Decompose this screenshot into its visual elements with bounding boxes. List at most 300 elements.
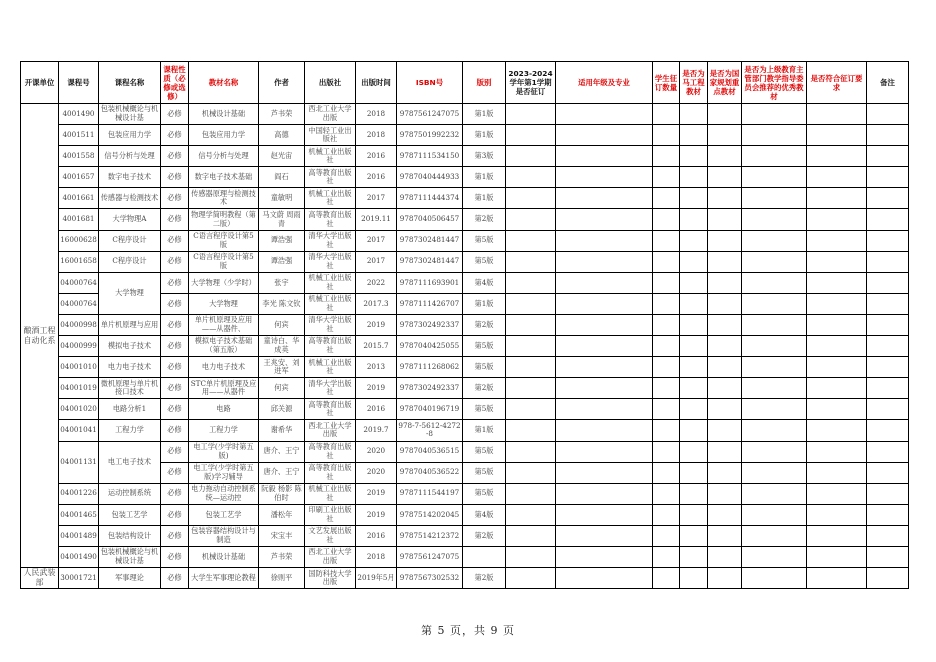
edition-cell: 第5版 xyxy=(463,441,506,462)
edition-cell: 第4版 xyxy=(463,504,506,525)
isbn-cell: 9787040444933 xyxy=(397,167,463,188)
course-name-cell: 微机原理与单片机接口技术 xyxy=(99,378,161,399)
entry-cell[interactable] xyxy=(653,357,680,378)
entry-cell[interactable] xyxy=(708,441,742,462)
entry-cell[interactable] xyxy=(680,167,708,188)
isbn-cell: 9787111544197 xyxy=(397,483,463,504)
entry-cell[interactable] xyxy=(506,483,556,504)
entry-cell[interactable] xyxy=(867,568,909,589)
publisher-cell: 高等教育出版社 xyxy=(305,462,356,483)
entry-cell[interactable] xyxy=(680,357,708,378)
entry-cell[interactable] xyxy=(653,420,680,441)
course-code-cell: 04001041 xyxy=(59,420,99,441)
textbook-cell: 电工学(少学时第五版) xyxy=(189,441,259,462)
entry-cell[interactable] xyxy=(708,357,742,378)
entry-cell[interactable] xyxy=(742,125,807,146)
entry-cell[interactable] xyxy=(680,272,708,293)
course-name-cell: 包装工艺学 xyxy=(99,504,161,525)
entry-cell[interactable] xyxy=(742,230,807,251)
type-cell: 必修 xyxy=(161,525,189,546)
course-code-cell: 04001020 xyxy=(59,399,99,420)
entry-cell[interactable] xyxy=(807,504,867,525)
entry-cell[interactable] xyxy=(506,420,556,441)
entry-cell[interactable] xyxy=(653,125,680,146)
edition-cell: 第5版 xyxy=(463,230,506,251)
entry-cell[interactable] xyxy=(506,125,556,146)
entry-cell[interactable] xyxy=(680,525,708,546)
entry-cell[interactable] xyxy=(708,188,742,209)
entry-cell[interactable] xyxy=(556,546,653,567)
entry-cell[interactable] xyxy=(807,314,867,335)
entry-cell[interactable] xyxy=(742,420,807,441)
textbook-cell: 机械设计基础 xyxy=(189,546,259,567)
entry-cell[interactable] xyxy=(867,336,909,357)
entry-cell[interactable] xyxy=(653,462,680,483)
entry-cell[interactable] xyxy=(867,230,909,251)
entry-cell[interactable] xyxy=(742,336,807,357)
entry-cell[interactable] xyxy=(653,399,680,420)
entry-cell[interactable] xyxy=(807,399,867,420)
column-header: 出版社 xyxy=(305,62,356,104)
course-name-cell: 单片机原理与应用 xyxy=(99,314,161,335)
entry-cell[interactable] xyxy=(653,104,680,125)
entry-cell[interactable] xyxy=(708,251,742,272)
entry-cell[interactable] xyxy=(708,230,742,251)
year-cell: 2019 xyxy=(356,504,397,525)
entry-cell[interactable] xyxy=(556,441,653,462)
entry-cell[interactable] xyxy=(867,314,909,335)
entry-cell[interactable] xyxy=(867,378,909,399)
author-cell: 芦书荣 xyxy=(259,546,305,567)
edition-cell: 第5版 xyxy=(463,399,506,420)
entry-cell[interactable] xyxy=(708,525,742,546)
year-cell: 2015.7 xyxy=(356,336,397,357)
entry-cell[interactable] xyxy=(807,251,867,272)
publisher-cell: 高等教育出版社 xyxy=(305,399,356,420)
entry-cell[interactable] xyxy=(653,293,680,314)
publisher-cell: 机械工业出版社 xyxy=(305,483,356,504)
entry-cell[interactable] xyxy=(653,230,680,251)
table-row xyxy=(21,378,909,399)
entry-cell[interactable] xyxy=(556,420,653,441)
edition-cell: 第5版 xyxy=(463,336,506,357)
entry-cell[interactable] xyxy=(653,272,680,293)
entry-cell[interactable] xyxy=(867,357,909,378)
type-cell: 必修 xyxy=(161,441,189,462)
entry-cell[interactable] xyxy=(653,167,680,188)
entry-cell[interactable] xyxy=(653,146,680,167)
entry-cell[interactable] xyxy=(680,188,708,209)
entry-cell[interactable] xyxy=(708,568,742,589)
entry-cell[interactable] xyxy=(867,399,909,420)
entry-cell[interactable] xyxy=(742,314,807,335)
type-cell: 必修 xyxy=(161,146,189,167)
year-cell: 2018 xyxy=(356,546,397,567)
entry-cell[interactable] xyxy=(653,483,680,504)
entry-cell[interactable] xyxy=(680,568,708,589)
entry-cell[interactable] xyxy=(653,441,680,462)
entry-cell[interactable] xyxy=(556,230,653,251)
entry-cell[interactable] xyxy=(708,293,742,314)
entry-cell[interactable] xyxy=(556,525,653,546)
course-name-cell: 数字电子技术 xyxy=(99,167,161,188)
author-cell: 童诗白、华成英 xyxy=(259,336,305,357)
course-code-cell: 4001558 xyxy=(59,146,99,167)
entry-cell[interactable] xyxy=(556,125,653,146)
entry-cell[interactable] xyxy=(867,546,909,567)
entry-cell[interactable] xyxy=(556,357,653,378)
year-cell: 2018 xyxy=(356,104,397,125)
entry-cell[interactable] xyxy=(807,230,867,251)
entry-cell[interactable] xyxy=(708,272,742,293)
author-cell: 唐介、王宁 xyxy=(259,462,305,483)
edition-cell: 第2版 xyxy=(463,568,506,589)
entry-cell[interactable] xyxy=(506,525,556,546)
entry-cell[interactable] xyxy=(708,378,742,399)
publisher-cell: 清华大学出版社 xyxy=(305,314,356,335)
entry-cell[interactable] xyxy=(506,251,556,272)
entry-cell[interactable] xyxy=(708,104,742,125)
entry-cell[interactable] xyxy=(556,314,653,335)
entry-cell[interactable] xyxy=(708,125,742,146)
entry-cell[interactable] xyxy=(807,336,867,357)
type-cell: 必修 xyxy=(161,462,189,483)
edition-cell: 第2版 xyxy=(463,525,506,546)
entry-cell[interactable] xyxy=(680,462,708,483)
column-header: 学生征订数量 xyxy=(653,62,680,104)
entry-cell[interactable] xyxy=(506,209,556,230)
entry-cell[interactable] xyxy=(708,420,742,441)
type-cell: 必修 xyxy=(161,188,189,209)
entry-cell[interactable] xyxy=(867,188,909,209)
publisher-cell: 印刷工业出版社 xyxy=(305,504,356,525)
entry-cell[interactable] xyxy=(506,272,556,293)
entry-cell[interactable] xyxy=(867,125,909,146)
entry-cell[interactable] xyxy=(653,568,680,589)
table-row xyxy=(21,146,909,167)
entry-cell[interactable] xyxy=(506,314,556,335)
textbook-cell: 工程力学 xyxy=(189,420,259,441)
course-name-cell: 传感器与检测技术 xyxy=(99,188,161,209)
entry-cell[interactable] xyxy=(867,525,909,546)
entry-cell[interactable] xyxy=(506,546,556,567)
textbook-cell: 电力拖动自动控制系统—运动控 xyxy=(189,483,259,504)
table-row xyxy=(21,125,909,146)
entry-cell[interactable] xyxy=(653,209,680,230)
entry-cell[interactable] xyxy=(807,546,867,567)
type-cell: 必修 xyxy=(161,125,189,146)
entry-cell[interactable] xyxy=(867,293,909,314)
publisher-cell: 高等教育出版社 xyxy=(305,336,356,357)
table-row xyxy=(21,399,909,420)
entry-cell[interactable] xyxy=(506,167,556,188)
entry-cell[interactable] xyxy=(742,146,807,167)
entry-cell[interactable] xyxy=(742,293,807,314)
entry-cell[interactable] xyxy=(807,525,867,546)
column-header: 版别 xyxy=(463,62,506,104)
column-header: 是否为上级教育主管部门教学指导委员会推荐的优秀教材 xyxy=(742,62,807,104)
entry-cell[interactable] xyxy=(867,420,909,441)
entry-cell[interactable] xyxy=(807,167,867,188)
entry-cell[interactable] xyxy=(742,462,807,483)
entry-cell[interactable] xyxy=(506,188,556,209)
entry-cell[interactable] xyxy=(742,209,807,230)
entry-cell[interactable] xyxy=(742,504,807,525)
entry-cell[interactable] xyxy=(680,125,708,146)
isbn-cell: 9787514202045 xyxy=(397,504,463,525)
entry-cell[interactable] xyxy=(680,546,708,567)
author-cell: 芦书荣 xyxy=(259,104,305,125)
entry-cell[interactable] xyxy=(742,441,807,462)
textbook-cell: 包装应用力学 xyxy=(189,125,259,146)
entry-cell[interactable] xyxy=(556,378,653,399)
edition-cell: 第1版 xyxy=(463,293,506,314)
author-cell: 邱关源 xyxy=(259,399,305,420)
entry-cell[interactable] xyxy=(680,314,708,335)
entry-cell[interactable] xyxy=(708,504,742,525)
entry-cell[interactable] xyxy=(556,146,653,167)
publisher-cell: 机械工业出版社 xyxy=(305,293,356,314)
entry-cell[interactable] xyxy=(556,167,653,188)
entry-cell[interactable] xyxy=(506,568,556,589)
entry-cell[interactable] xyxy=(807,357,867,378)
entry-cell[interactable] xyxy=(653,504,680,525)
entry-cell[interactable] xyxy=(742,525,807,546)
entry-cell[interactable] xyxy=(680,293,708,314)
isbn-cell: 9787302492337 xyxy=(397,314,463,335)
course-name-cell: 大学物理 xyxy=(99,272,161,314)
entry-cell[interactable] xyxy=(653,546,680,567)
entry-cell[interactable] xyxy=(653,251,680,272)
entry-cell[interactable] xyxy=(556,188,653,209)
entry-cell[interactable] xyxy=(680,209,708,230)
course-name-cell: 电工电子技术 xyxy=(99,441,161,483)
entry-cell[interactable] xyxy=(680,251,708,272)
isbn-cell: 9787561247075 xyxy=(397,104,463,125)
entry-cell[interactable] xyxy=(506,293,556,314)
entry-cell[interactable] xyxy=(742,378,807,399)
entry-cell[interactable] xyxy=(556,104,653,125)
entry-cell[interactable] xyxy=(680,146,708,167)
entry-cell[interactable] xyxy=(680,378,708,399)
entry-cell[interactable] xyxy=(556,209,653,230)
entry-cell[interactable] xyxy=(653,378,680,399)
entry-cell[interactable] xyxy=(680,399,708,420)
entry-cell[interactable] xyxy=(867,483,909,504)
isbn-cell: 9787514212372 xyxy=(397,525,463,546)
entry-cell[interactable] xyxy=(807,104,867,125)
type-cell: 必修 xyxy=(161,504,189,525)
textbook-cell: 电路 xyxy=(189,399,259,420)
column-header: 是否为国家规划重点教材 xyxy=(708,62,742,104)
textbook-cell: C语言程序设计第5版 xyxy=(189,251,259,272)
entry-cell[interactable] xyxy=(742,167,807,188)
entry-cell[interactable] xyxy=(807,568,867,589)
textbook-cell: 电工学(少学时第五版)学习辅导 xyxy=(189,462,259,483)
entry-cell[interactable] xyxy=(867,167,909,188)
entry-cell[interactable] xyxy=(742,546,807,567)
author-cell: 谭浩强 xyxy=(259,230,305,251)
table-row xyxy=(21,504,909,525)
entry-cell[interactable] xyxy=(556,568,653,589)
entry-cell[interactable] xyxy=(506,441,556,462)
type-cell: 必修 xyxy=(161,336,189,357)
entry-cell[interactable] xyxy=(556,462,653,483)
entry-cell[interactable] xyxy=(742,357,807,378)
publisher-cell: 西北工业大学出版 xyxy=(305,420,356,441)
publisher-cell: 西北工业大学出版 xyxy=(305,546,356,567)
author-cell: 宋宝丰 xyxy=(259,525,305,546)
entry-cell[interactable] xyxy=(807,378,867,399)
publisher-cell: 机械工业出版社 xyxy=(305,146,356,167)
year-cell: 2019.7 xyxy=(356,420,397,441)
entry-cell[interactable] xyxy=(867,251,909,272)
isbn-cell: 9787040536515 xyxy=(397,441,463,462)
course-code-cell: 16000628 xyxy=(59,230,99,251)
entry-cell[interactable] xyxy=(556,272,653,293)
course-code-cell: 4001657 xyxy=(59,167,99,188)
entry-cell[interactable] xyxy=(807,125,867,146)
entry-cell[interactable] xyxy=(506,104,556,125)
year-cell: 2016 xyxy=(356,146,397,167)
publisher-cell: 文艺发展出版社 xyxy=(305,525,356,546)
type-cell: 必修 xyxy=(161,104,189,125)
entry-cell[interactable] xyxy=(708,399,742,420)
edition-cell: 第1版 xyxy=(463,167,506,188)
type-cell: 必修 xyxy=(161,420,189,441)
entry-cell[interactable] xyxy=(506,146,556,167)
entry-cell[interactable] xyxy=(708,314,742,335)
entry-cell[interactable] xyxy=(708,336,742,357)
entry-cell[interactable] xyxy=(742,188,807,209)
entry-cell[interactable] xyxy=(708,167,742,188)
course-name-cell: 包装应用力学 xyxy=(99,125,161,146)
entry-cell[interactable] xyxy=(742,272,807,293)
isbn-cell: 9787111444374 xyxy=(397,188,463,209)
entry-cell[interactable] xyxy=(556,251,653,272)
entry-cell[interactable] xyxy=(807,146,867,167)
entry-cell[interactable] xyxy=(506,378,556,399)
author-cell: 童敏明 xyxy=(259,188,305,209)
entry-cell[interactable] xyxy=(867,504,909,525)
entry-cell[interactable] xyxy=(680,104,708,125)
column-header: 备注 xyxy=(867,62,909,104)
column-header: ISBN号 xyxy=(397,62,463,104)
course-code-cell: 30001721 xyxy=(59,568,99,589)
year-cell: 2017.3 xyxy=(356,293,397,314)
entry-cell[interactable] xyxy=(807,420,867,441)
column-header: 教材名称 xyxy=(189,62,259,104)
entry-cell[interactable] xyxy=(807,272,867,293)
edition-cell: 第5版 xyxy=(463,462,506,483)
entry-cell[interactable] xyxy=(506,357,556,378)
entry-cell[interactable] xyxy=(653,525,680,546)
entry-cell[interactable] xyxy=(556,483,653,504)
entry-cell[interactable] xyxy=(867,146,909,167)
entry-cell[interactable] xyxy=(708,483,742,504)
edition-cell: 第4版 xyxy=(463,272,506,293)
entry-cell[interactable] xyxy=(807,209,867,230)
type-cell: 必修 xyxy=(161,399,189,420)
entry-cell[interactable] xyxy=(506,336,556,357)
entry-cell[interactable] xyxy=(807,483,867,504)
entry-cell[interactable] xyxy=(506,504,556,525)
entry-cell[interactable] xyxy=(506,462,556,483)
entry-cell[interactable] xyxy=(867,462,909,483)
entry-cell[interactable] xyxy=(680,483,708,504)
entry-cell[interactable] xyxy=(556,293,653,314)
author-cell: 王兆安、刘进军 xyxy=(259,357,305,378)
entry-cell[interactable] xyxy=(742,568,807,589)
entry-cell[interactable] xyxy=(708,462,742,483)
entry-cell[interactable] xyxy=(680,441,708,462)
isbn-cell: 9787567302532 xyxy=(397,568,463,589)
entry-cell[interactable] xyxy=(867,209,909,230)
entry-cell[interactable] xyxy=(867,441,909,462)
entry-cell[interactable] xyxy=(807,188,867,209)
entry-cell[interactable] xyxy=(742,251,807,272)
table-row xyxy=(21,167,909,188)
author-cell: 何宾 xyxy=(259,314,305,335)
entry-cell[interactable] xyxy=(653,336,680,357)
entry-cell[interactable] xyxy=(742,104,807,125)
entry-cell[interactable] xyxy=(556,399,653,420)
entry-cell[interactable] xyxy=(680,230,708,251)
entry-cell[interactable] xyxy=(708,209,742,230)
author-cell: 李光 陈文钦 xyxy=(259,293,305,314)
entry-cell[interactable] xyxy=(506,399,556,420)
entry-cell[interactable] xyxy=(680,504,708,525)
year-cell: 2020 xyxy=(356,462,397,483)
entry-cell[interactable] xyxy=(708,146,742,167)
course-code-cell: 04001490 xyxy=(59,546,99,567)
entry-cell[interactable] xyxy=(653,314,680,335)
course-name-cell: 大学物理A xyxy=(99,209,161,230)
publisher-cell: 清华大学出版社 xyxy=(305,230,356,251)
year-cell: 2017 xyxy=(356,188,397,209)
entry-cell[interactable] xyxy=(742,483,807,504)
entry-cell[interactable] xyxy=(867,104,909,125)
isbn-cell: 9787040196719 xyxy=(397,399,463,420)
textbook-cell: 大学物理（少学时） xyxy=(189,272,259,293)
entry-cell[interactable] xyxy=(807,462,867,483)
entry-cell[interactable] xyxy=(708,546,742,567)
year-cell: 2019 xyxy=(356,378,397,399)
entry-cell[interactable] xyxy=(807,293,867,314)
course-name-cell: 信号分析与处理 xyxy=(99,146,161,167)
entry-cell[interactable] xyxy=(680,420,708,441)
type-cell: 必修 xyxy=(161,378,189,399)
type-cell: 必修 xyxy=(161,209,189,230)
textbook-cell: 单片机原理及应用——从器件、 xyxy=(189,314,259,335)
entry-cell[interactable] xyxy=(680,336,708,357)
column-header: 是否符合征订要求 xyxy=(807,62,867,104)
course-name-cell: 包装机械概论与机械设计基 xyxy=(99,546,161,567)
entry-cell[interactable] xyxy=(807,441,867,462)
course-code-cell: 4001661 xyxy=(59,188,99,209)
entry-cell[interactable] xyxy=(556,336,653,357)
entry-cell[interactable] xyxy=(742,399,807,420)
isbn-cell: 9787040536522 xyxy=(397,462,463,483)
table-row xyxy=(21,188,909,209)
entry-cell[interactable] xyxy=(653,188,680,209)
entry-cell[interactable] xyxy=(867,272,909,293)
publisher-cell: 高等教育出版社 xyxy=(305,167,356,188)
course-name-cell: 运动控制系统 xyxy=(99,483,161,504)
entry-cell[interactable] xyxy=(506,230,556,251)
table-row xyxy=(21,483,909,504)
entry-cell[interactable] xyxy=(556,504,653,525)
